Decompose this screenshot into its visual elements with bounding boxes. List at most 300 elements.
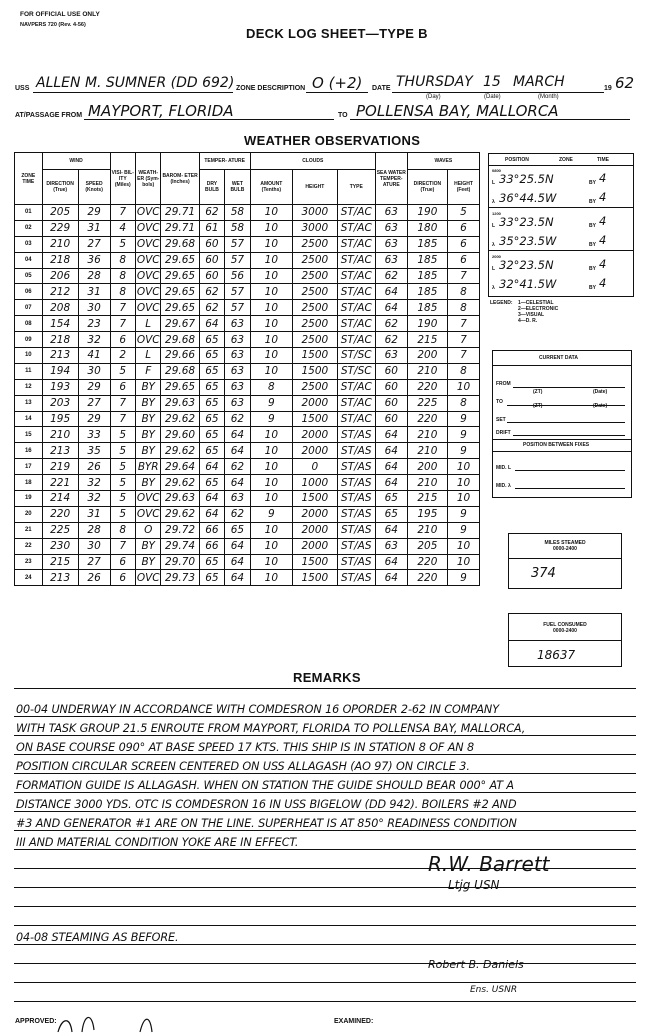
cell-wave-height: 8 [448, 284, 480, 300]
cell-wet-bulb: 56 [225, 268, 250, 284]
cell-wet-bulb: 64 [225, 554, 250, 570]
cell-cloud-type: ST/AC [337, 220, 375, 236]
cell-cloud-amount: 10 [250, 220, 292, 236]
cell-zone-time: 23 [15, 554, 43, 570]
header-wind-direction: DIRECTION (True) [42, 170, 78, 205]
cell-visibility: 5 [110, 506, 135, 522]
header-barometer: BAROM- ETER (Inches) [161, 153, 199, 205]
longitude-value: 32°41.5W [499, 277, 557, 291]
cell-wet-bulb: 63 [225, 395, 250, 411]
position-entry: 1200 L 33°23.5N BY 4 λ 35°23.5W BY 4 [489, 209, 633, 251]
approved-label: APPROVED: [15, 1018, 57, 1025]
cell-dry-bulb: 65 [199, 443, 224, 459]
cell-wind-direction: 203 [42, 395, 78, 411]
cell-wind-speed: 31 [78, 220, 110, 236]
cell-sea-water-temp: 62 [375, 316, 407, 332]
date-value: 15 [483, 74, 501, 90]
cell-visibility: 5 [110, 427, 135, 443]
cell-wind-direction: 218 [42, 252, 78, 268]
cell-zone-time: 06 [15, 284, 43, 300]
cell-wave-direction: 210 [407, 363, 447, 379]
cell-cloud-height: 2500 [293, 316, 338, 332]
cell-visibility: 8 [110, 284, 135, 300]
cell-wind-direction: 230 [42, 538, 78, 554]
cell-dry-bulb: 65 [199, 363, 224, 379]
passage-from-value: MAYPORT, FLORIDA [88, 102, 234, 120]
cell-dry-bulb: 65 [199, 554, 224, 570]
cell-wet-bulb: 64 [225, 427, 250, 443]
cell-cloud-height: 1500 [293, 554, 338, 570]
cell-dry-bulb: 60 [199, 268, 224, 284]
table-row [15, 443, 480, 459]
table-row [15, 332, 480, 348]
cell-zone-time: 07 [15, 300, 43, 316]
cell-cloud-type: ST/AC [337, 284, 375, 300]
cell-visibility: 7 [110, 538, 135, 554]
cell-visibility: 5 [110, 236, 135, 252]
header-sea-water-temp: SEA WATER TEMPER- ATURE [375, 153, 407, 205]
cell-barometer: 29.66 [161, 348, 199, 364]
cell-wind-speed: 41 [78, 348, 110, 364]
miles-steamed-box: MILES STEAMED 0000-2400 374 [508, 533, 622, 589]
cell-wave-direction: 215 [407, 332, 447, 348]
cell-weather-symbol: BY [136, 395, 161, 411]
cell-zone-time: 04 [15, 252, 43, 268]
cell-zone-time: 02 [15, 220, 43, 236]
header-cloud-type: TYPE [337, 170, 375, 205]
cell-sea-water-temp: 64 [375, 459, 407, 475]
cell-cloud-amount: 9 [250, 411, 292, 427]
cell-cloud-amount: 10 [250, 363, 292, 379]
remarks-title: REMARKS [293, 670, 361, 685]
cell-zone-time: 10 [15, 348, 43, 364]
cell-visibility: 7 [110, 316, 135, 332]
cell-dry-bulb: 65 [199, 348, 224, 364]
cell-zone-time: 14 [15, 411, 43, 427]
cell-wind-direction: 213 [42, 443, 78, 459]
cell-cloud-type: ST/AS [337, 491, 375, 507]
cell-wind-direction: 221 [42, 475, 78, 491]
cell-barometer: 29.68 [161, 363, 199, 379]
cell-dry-bulb: 62 [199, 205, 224, 221]
zone-description-label: ZONE DESCRIPTION [236, 85, 306, 92]
cell-sea-water-temp: 63 [375, 205, 407, 221]
cell-cloud-type: ST/AC [337, 236, 375, 252]
cell-sea-water-temp: 63 [375, 236, 407, 252]
cell-cloud-amount: 9 [250, 506, 292, 522]
cell-wave-height: 6 [448, 252, 480, 268]
table-row [15, 220, 480, 236]
cell-wave-height: 7 [448, 268, 480, 284]
cell-visibility: 5 [110, 491, 135, 507]
cell-weather-symbol: OVC [136, 301, 160, 314]
cell-cloud-height: 2000 [293, 395, 338, 411]
cell-wave-height: 10 [448, 475, 480, 491]
cell-cloud-height: 2500 [293, 284, 338, 300]
cell-wave-height: 8 [448, 300, 480, 316]
cell-weather-symbol: BYR [136, 459, 161, 475]
cell-wind-direction: 205 [42, 205, 78, 221]
cell-cloud-type: ST/AS [337, 475, 375, 491]
position-entry: 2000 L 32°23.5N BY 4 λ 32°41.5W BY 4 [492, 254, 607, 291]
cell-wave-direction: 210 [407, 443, 447, 459]
cell-zone-time: 09 [15, 332, 43, 348]
cell-barometer: 29.60 [161, 427, 199, 443]
cell-wind-speed: 27 [78, 554, 110, 570]
cell-sea-water-temp: 60 [375, 363, 407, 379]
cell-wind-speed: 31 [78, 284, 110, 300]
cell-visibility: 8 [110, 522, 135, 538]
examined-label: EXAMINED: [334, 1018, 374, 1025]
cell-sea-water-temp: 64 [375, 475, 407, 491]
cell-cloud-amount: 10 [250, 316, 292, 332]
cell-wave-direction: 200 [407, 459, 447, 475]
cell-wave-height: 6 [448, 236, 480, 252]
cell-sea-water-temp: 63 [375, 538, 407, 554]
cell-weather-symbol: OVC [136, 285, 160, 298]
longitude-value: 35°23.5W [499, 234, 557, 248]
cell-dry-bulb: 60 [199, 252, 224, 268]
remark-line: ON BASE COURSE 090° AT BASE SPEED 17 KTS. THIS SHIP IS IN STATION 8 OF AN 8 [16, 741, 474, 754]
day-caption: (Day) [426, 94, 441, 100]
cell-visibility: 5 [110, 443, 135, 459]
cell-dry-bulb: 65 [199, 332, 224, 348]
cell-wave-height: 9 [448, 570, 480, 586]
cell-dry-bulb: 66 [199, 522, 224, 538]
cell-wave-height: 7 [448, 332, 480, 348]
cell-barometer: 29.64 [161, 459, 199, 475]
table-row [15, 348, 480, 364]
remark-line: FORMATION GUIDE IS ALLAGASH. WHEN ON STATION THE GUIDE SHOULD BEAR 000° AT A [16, 779, 514, 792]
cell-dry-bulb: 64 [199, 316, 224, 332]
cell-cloud-type: ST/AS [337, 427, 375, 443]
cell-wave-height: 9 [448, 411, 480, 427]
cell-cloud-amount: 10 [250, 205, 292, 221]
cell-wind-speed: 32 [78, 491, 110, 507]
cell-wet-bulb: 57 [225, 284, 250, 300]
cell-cloud-amount: 10 [250, 475, 292, 491]
cell-wind-speed: 30 [78, 363, 110, 379]
cell-wind-direction: 229 [42, 220, 78, 236]
approved-signature [48, 1010, 198, 1033]
cell-wet-bulb: 62 [225, 459, 250, 475]
cell-wave-height: 6 [448, 220, 480, 236]
cell-barometer: 29.74 [161, 538, 199, 554]
position-box [488, 153, 634, 297]
cell-barometer: 29.70 [161, 554, 199, 570]
position-entry: 0800 L 33°25.5N BY 4 λ 36°44.5W BY 4 [489, 166, 633, 208]
date-caption: (Date) [484, 94, 501, 100]
cell-visibility: 7 [110, 300, 135, 316]
cell-cloud-amount: 9 [250, 395, 292, 411]
cell-sea-water-temp: 62 [375, 268, 407, 284]
cell-cloud-type: ST/SC [337, 348, 375, 364]
cell-dry-bulb: 65 [199, 570, 224, 586]
latitude-value: 33°25.5N [499, 172, 554, 186]
cell-wave-direction: 185 [407, 252, 447, 268]
current-data-box: CURRENT DATA FROM (ZT) (Date) TO (ZT) (Date) SET DRIFT POSITION BETWEEN FIXES MID. L MID. λ [492, 350, 632, 498]
cell-wave-height: 8 [448, 363, 480, 379]
cell-sea-water-temp: 62 [375, 332, 407, 348]
cell-wave-direction: 210 [407, 475, 447, 491]
latitude-value: 33°23.5N [499, 215, 554, 229]
cell-cloud-amount: 10 [250, 332, 292, 348]
cell-wave-height: 9 [448, 506, 480, 522]
cell-weather-symbol: O [136, 522, 161, 538]
cell-cloud-type: ST/AC [337, 300, 375, 316]
cell-cloud-height: 1000 [293, 475, 338, 491]
cell-weather-symbol: OVC [136, 270, 160, 282]
cell-barometer: 29.68 [161, 236, 199, 252]
cell-visibility: 4 [110, 220, 135, 236]
cell-wave-height: 10 [448, 491, 480, 507]
cell-wind-direction: 206 [42, 268, 78, 284]
table-row [15, 379, 480, 395]
table-row [15, 570, 480, 586]
table-row [15, 522, 480, 538]
table-row [15, 284, 480, 300]
header-cloud-height: HEIGHT [293, 170, 338, 205]
cell-wind-direction: 218 [42, 332, 78, 348]
cell-barometer: 29.63 [161, 491, 199, 507]
cell-wave-height: 7 [448, 316, 480, 332]
cell-barometer: 29.62 [161, 443, 199, 459]
cell-visibility: 5 [110, 475, 135, 491]
cell-wave-height: 8 [448, 395, 480, 411]
cell-wet-bulb: 63 [225, 491, 250, 507]
cell-cloud-type: ST/AS [337, 570, 375, 586]
cell-dry-bulb: 64 [199, 506, 224, 522]
cell-cloud-height: 2000 [293, 538, 338, 554]
cell-dry-bulb: 62 [199, 300, 224, 316]
cell-wave-direction: 205 [407, 538, 447, 554]
cell-zone-time: 20 [15, 506, 43, 522]
cell-zone-time: 21 [15, 522, 43, 538]
cell-cloud-amount: 8 [250, 379, 292, 395]
header-wave-height: HEIGHT (Feet) [448, 170, 480, 205]
uss-label: USS [15, 85, 30, 92]
header-wind: WIND [42, 153, 110, 170]
cell-cloud-height: 2500 [293, 300, 338, 316]
cell-wave-direction: 220 [407, 379, 447, 395]
table-row [15, 395, 480, 411]
header-wet-bulb: WET BULB [225, 170, 250, 205]
date-label: DATE [372, 85, 391, 92]
cell-wave-height: 10 [448, 459, 480, 475]
cell-wind-speed: 28 [78, 522, 110, 538]
passage-to-label: TO [338, 112, 348, 119]
official-use-label: FOR OFFICIAL USE ONLY [20, 11, 100, 18]
cell-wave-direction: 220 [407, 411, 447, 427]
cell-zone-time: 24 [15, 570, 43, 586]
table-row [15, 252, 480, 268]
cell-wind-speed: 28 [78, 268, 110, 284]
cell-visibility: 6 [110, 332, 135, 348]
cell-wet-bulb: 64 [225, 538, 250, 554]
cell-wave-direction: 185 [407, 300, 447, 316]
table-row [15, 506, 480, 522]
cell-cloud-type: ST/AC [337, 252, 375, 268]
miles-steamed-value: 374 [531, 566, 556, 581]
cell-sea-water-temp: 64 [375, 554, 407, 570]
cell-wind-direction: 214 [42, 491, 78, 507]
cell-wave-direction: 210 [407, 522, 447, 538]
cell-zone-time: 18 [15, 475, 43, 491]
header-zone-time: ZONE TIME [15, 153, 43, 205]
cell-cloud-type: ST/AC [337, 411, 375, 427]
cell-cloud-height: 1500 [293, 363, 338, 379]
cell-wind-speed: 35 [78, 443, 110, 459]
cell-cloud-amount: 10 [250, 443, 292, 459]
cell-dry-bulb: 61 [199, 220, 224, 236]
cell-wind-speed: 29 [78, 411, 110, 427]
cell-cloud-type: ST/AS [337, 443, 375, 459]
cell-wind-direction: 195 [42, 411, 78, 427]
cell-cloud-height: 1500 [293, 348, 338, 364]
year-prefix: 19 [604, 85, 612, 92]
table-row [15, 268, 480, 284]
cell-sea-water-temp: 64 [375, 522, 407, 538]
cell-wind-speed: 26 [78, 570, 110, 586]
remark-entry-2: 04-08 STEAMING AS BEFORE. [16, 931, 179, 944]
cell-cloud-amount: 10 [250, 268, 292, 284]
cell-cloud-amount: 10 [250, 459, 292, 475]
table-row [15, 236, 480, 252]
cell-dry-bulb: 64 [199, 459, 224, 475]
cell-wave-height: 5 [448, 205, 480, 221]
cell-wet-bulb: 58 [225, 205, 250, 221]
cell-wind-direction: 193 [42, 379, 78, 395]
cell-cloud-type: ST/AC [337, 205, 375, 221]
cell-cloud-height: 2000 [293, 427, 338, 443]
header-weather: WEATH- ER (Sym- bols) [136, 153, 161, 205]
cell-wind-direction: 154 [42, 316, 78, 332]
cell-sea-water-temp: 60 [375, 395, 407, 411]
cell-cloud-amount: 10 [250, 284, 292, 300]
cell-cloud-amount: 10 [250, 300, 292, 316]
cell-wet-bulb: 63 [225, 316, 250, 332]
legend-list: 1—CELESTIAL 2—ELECTRONIC 3—VISUAL 4—D. R. [518, 300, 559, 324]
cell-cloud-type: ST/AC [337, 316, 375, 332]
cell-wave-direction: 180 [407, 220, 447, 236]
remark-line: #3 AND GENERATOR #1 ARE ON THE LINE. SUPERHEAT IS AT 850° READINESS CONDITION [16, 817, 517, 830]
cell-visibility: 5 [110, 459, 135, 475]
zone-header: ZONE [559, 157, 573, 163]
cell-wind-speed: 29 [78, 379, 110, 395]
cell-zone-time: 22 [15, 538, 43, 554]
cell-barometer: 29.65 [161, 284, 199, 300]
cell-wave-direction: 185 [407, 268, 447, 284]
cell-wave-height: 7 [448, 348, 480, 364]
cell-barometer: 29.73 [161, 570, 199, 586]
cell-wind-direction: 212 [42, 284, 78, 300]
remark-line: 00-04 UNDERWAY IN ACCORDANCE WITH COMDESRON 16 OPORDER 2-62 IN COMPANY [16, 703, 499, 716]
cell-sea-water-temp: 64 [375, 284, 407, 300]
cell-zone-time: 08 [15, 316, 43, 332]
cell-wave-height: 10 [448, 554, 480, 570]
cell-wind-direction: 220 [42, 506, 78, 522]
cell-visibility: 7 [110, 205, 135, 221]
cell-wind-speed: 23 [78, 316, 110, 332]
cell-wave-direction: 220 [407, 570, 447, 586]
cell-wet-bulb: 63 [225, 348, 250, 364]
cell-wind-direction: 225 [42, 522, 78, 538]
cell-wave-direction: 185 [407, 284, 447, 300]
cell-zone-time: 16 [15, 443, 43, 459]
cell-sea-water-temp: 64 [375, 570, 407, 586]
cell-weather-symbol: OVC [136, 254, 160, 267]
cell-weather-symbol: L [136, 316, 161, 332]
table-row [15, 475, 480, 491]
cell-barometer: 29.65 [161, 300, 199, 316]
cell-wet-bulb: 63 [225, 332, 250, 348]
cell-wave-direction: 200 [407, 348, 447, 364]
cell-wave-height: 9 [448, 427, 480, 443]
cell-weather-symbol: F [136, 363, 161, 379]
cell-cloud-type: ST/AS [337, 538, 375, 554]
cell-wet-bulb: 63 [225, 379, 250, 395]
table-row [15, 554, 480, 570]
fuel-consumed-value: 18637 [537, 648, 576, 662]
cell-zone-time: 05 [15, 268, 43, 284]
cell-wave-direction: 210 [407, 427, 447, 443]
cell-visibility: 7 [110, 395, 135, 411]
table-row [15, 316, 480, 332]
cell-barometer: 29.62 [161, 506, 199, 522]
cell-weather-symbol: L [136, 348, 161, 364]
cell-wet-bulb: 64 [225, 570, 250, 586]
cell-barometer: 29.72 [161, 522, 199, 538]
cell-dry-bulb: 66 [199, 538, 224, 554]
cell-cloud-height: 0 [293, 459, 338, 475]
cell-barometer: 29.65 [161, 252, 199, 268]
cell-barometer: 29.63 [161, 395, 199, 411]
cell-barometer: 29.62 [161, 411, 199, 427]
cell-barometer: 29.71 [161, 205, 199, 221]
cell-sea-water-temp: 60 [375, 411, 407, 427]
table-row [15, 300, 480, 316]
cell-cloud-height: 2500 [293, 252, 338, 268]
cell-cloud-height: 3000 [293, 220, 338, 236]
cell-weather-symbol: BY [136, 554, 161, 570]
cell-cloud-amount: 10 [250, 554, 292, 570]
ship-name: ALLEN M. SUMNER (DD 692) [36, 75, 235, 91]
cell-cloud-type: ST/AS [337, 522, 375, 538]
cell-cloud-height: 3000 [293, 205, 338, 221]
cell-wind-speed: 27 [78, 395, 110, 411]
cell-wet-bulb: 57 [225, 252, 250, 268]
cell-cloud-height: 2500 [293, 379, 338, 395]
cell-sea-water-temp: 65 [375, 491, 407, 507]
remark-line: WITH TASK GROUP 21.5 ENROUTE FROM MAYPORT, FLORIDA TO POLLENSA BAY, MALLORCA, [16, 722, 526, 735]
cell-barometer: 29.68 [161, 332, 199, 348]
cell-wet-bulb: 64 [225, 443, 250, 459]
longitude-value: 36°44.5W [499, 191, 557, 205]
cell-wave-direction: 195 [407, 506, 447, 522]
cell-cloud-type: ST/AC [337, 268, 375, 284]
table-row [15, 491, 480, 507]
month-caption: (Month) [538, 94, 559, 100]
cell-wind-speed: 26 [78, 459, 110, 475]
cell-cloud-type: ST/AS [337, 506, 375, 522]
cell-wind-direction: 208 [42, 300, 78, 316]
cell-cloud-height: 2500 [293, 236, 338, 252]
header-cloud-amount: AMOUNT (Tenths) [250, 170, 292, 205]
cell-cloud-amount: 10 [250, 236, 292, 252]
cell-weather-symbol: BY [136, 443, 161, 459]
cell-sea-water-temp: 64 [375, 443, 407, 459]
cell-weather-symbol: OVC [136, 238, 160, 251]
